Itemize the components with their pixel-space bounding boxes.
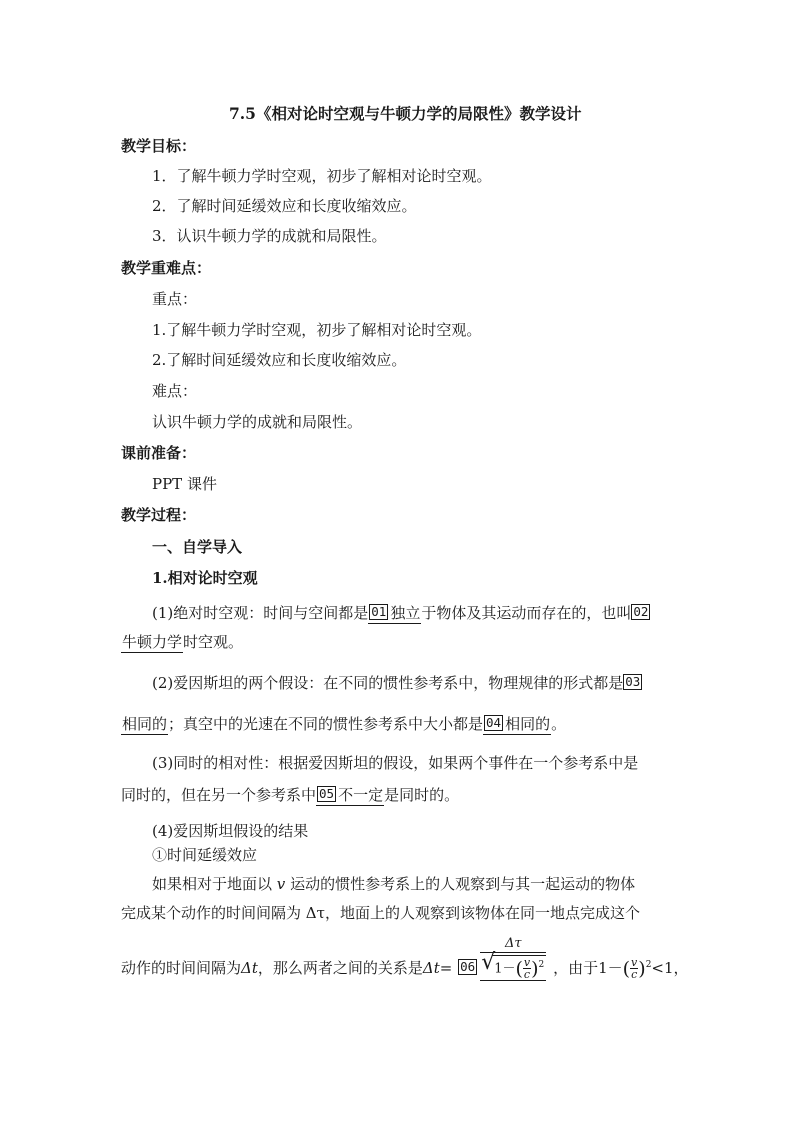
time-dilation-text (152, 874, 635, 894)
paragraph-absolute-spacetime-cont (121, 632, 243, 653)
text: 动作的时间间隔为 (121, 958, 242, 977)
blank-number: 03 (625, 674, 641, 689)
exponent: 2 (645, 959, 652, 970)
answer-text: 不一定 (338, 786, 384, 804)
text: ，由于 (553, 958, 599, 977)
goal-item: 1．了解牛顿力学时空观，初步了解相对论时空观。 (152, 167, 492, 185)
subsection-heading: 1.相对论时空观 (152, 569, 258, 587)
answer-blank: 牛顿力学 (122, 633, 183, 651)
goals-heading: 教学目标： (121, 137, 197, 155)
text: 运动的惯性参考系上的人观察到与其一起运动的物体 (290, 875, 636, 893)
key-item: 1.了解牛顿力学时空观，初步了解相对论时空观。 (152, 321, 482, 339)
process-heading: 教学过程： (121, 506, 197, 524)
text: <1， (651, 958, 689, 977)
answer-blank (368, 603, 421, 624)
blank-number: 01 (371, 604, 387, 619)
goal-item: 3．认识牛顿力学的成就和局限性。 (152, 227, 387, 245)
blank-number: 02 (633, 604, 649, 619)
paragraph-absolute-spacetime (152, 603, 652, 624)
difficulty-text: 认识牛顿力学的成就和局限性。 (152, 413, 363, 431)
section-heading: 一、自学导入 (152, 538, 243, 556)
paragraph-simultaneity-cont (121, 785, 459, 806)
text: 是同时的。 (384, 786, 460, 804)
text: ，那么两者之间的关系是 (257, 958, 423, 977)
paragraph-postulate-results: (4)爱因斯坦假设的结果 (152, 822, 309, 840)
text: 同时的，但在另一个参考系中 (121, 786, 317, 804)
answer-blank (457, 936, 548, 981)
text: ；真空中的光速在不同的惯性参考系中大小都是 (168, 715, 484, 733)
variable-v: v (631, 956, 638, 970)
text: (1)绝对时空观：时间与空间都是 (152, 604, 369, 622)
exponent: 2 (538, 960, 545, 970)
paragraph-einstein-postulates (152, 673, 644, 693)
paragraph-einstein-postulates-cont (121, 714, 566, 735)
blank-number: 04 (486, 715, 502, 730)
text: 时空观。 (183, 633, 244, 651)
time-dilation-fraction (480, 936, 546, 981)
text: 如果相对于地面以 (152, 875, 273, 893)
variable-v: v (523, 956, 531, 970)
answer-blank (483, 714, 551, 735)
time-dilation-text-cont (121, 903, 640, 923)
text: 完成某个动作的时间间隔为 (121, 904, 302, 922)
square-root: √ 1－( $\frac{v}{c}$ )$^2$ (492, 955, 546, 980)
time-dilation-heading: ①时间延缓效应 (152, 846, 258, 864)
variable-c: c (631, 968, 638, 982)
time-dilation-formula-line: 动作的时间间隔为Δt，那么两者之间的关系是Δt= 06 Δτ √ 1－( $\frac{v}{c}$ )$^2$ ，由于1－( $\frac{v}{c}$ )$^2$<1， (121, 932, 689, 988)
text: 1－ (598, 958, 623, 977)
document-title: 7.5《相对论时空观与牛顿力学的局限性》教学设计 (229, 104, 582, 123)
variable-dtau: Δτ (305, 904, 325, 922)
key-label: 重点： (152, 290, 198, 308)
difficulty-label: 难点： (152, 382, 198, 400)
blank-number: 05 (319, 786, 335, 801)
fraction-denominator (492, 953, 546, 980)
v-over-c (523, 957, 531, 980)
text: 1－ (494, 961, 516, 977)
variable-c: c (523, 968, 531, 982)
answer-blank (316, 785, 384, 806)
paragraph-simultaneity: (3)同时的相对性：根据爱因斯坦的假设，如果两个事件在一个参考系中是 (152, 754, 639, 772)
variable-dt: Δt (422, 958, 440, 977)
equals-sign: = (439, 958, 453, 977)
text: 。 (551, 715, 567, 733)
key-points-heading: 教学重难点： (121, 259, 212, 277)
fraction-numerator: Δτ (480, 936, 546, 953)
text: ，地面上的人观察到该物体在同一地点完成这个 (324, 904, 640, 922)
key-item: 2.了解时间延缓效应和长度收缩效应。 (152, 351, 407, 369)
preparation-text: PPT 课件 (152, 475, 217, 493)
variable-v: v (276, 875, 286, 893)
answer-text: 独立 (390, 604, 421, 622)
answer-text: 相同的 (505, 715, 551, 733)
text: (2)爱因斯坦的两个假设：在不同的惯性参考系中，物理规律的形式都是 (152, 674, 624, 692)
preparation-heading: 课前准备： (121, 444, 197, 462)
variable-dt: Δt (241, 958, 258, 977)
answer-blank: 相同的 (122, 715, 168, 733)
text: 于物体及其运动而存在的，也叫 (421, 604, 632, 622)
goal-item: 2．了解时间延缓效应和长度收缩效应。 (152, 197, 417, 215)
blank-number: 06 (460, 958, 476, 974)
